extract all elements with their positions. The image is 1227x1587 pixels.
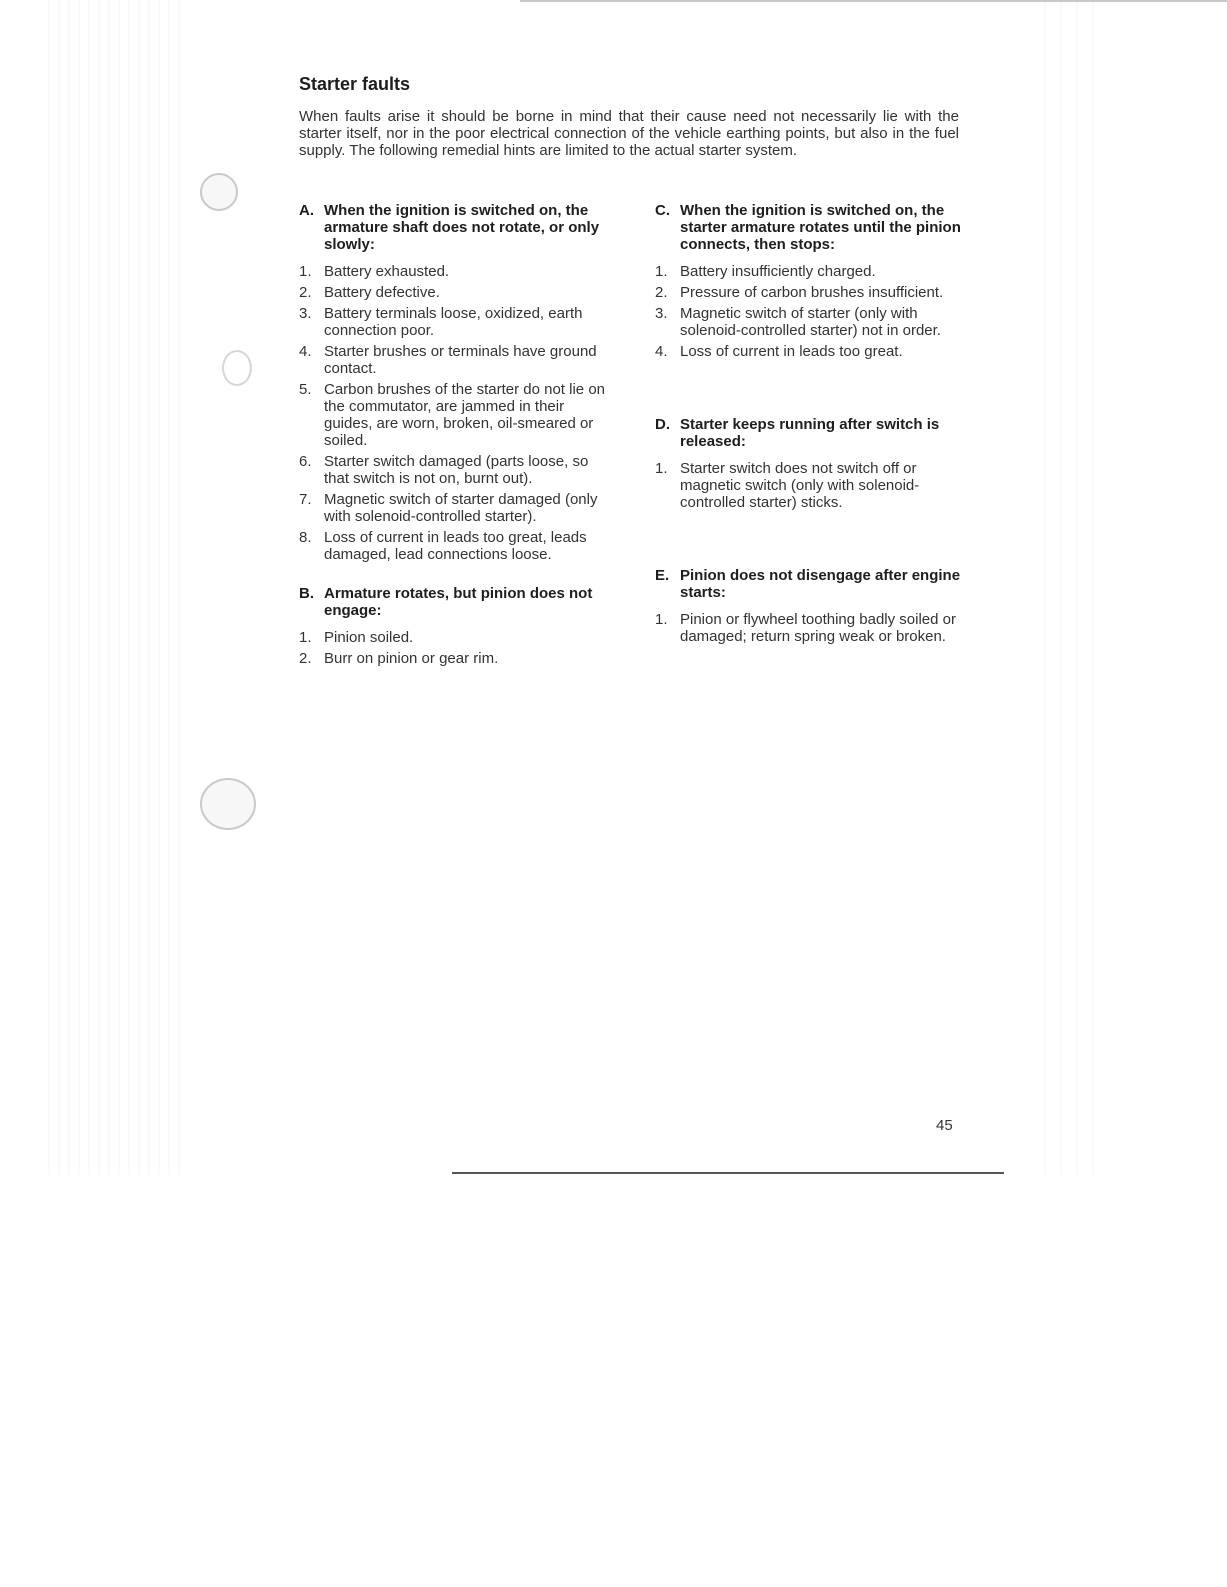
section-heading-text: Starter keeps running after switch is released: [680, 416, 940, 450]
bottom-rule [452, 1172, 1004, 1174]
item-number: 2. [299, 650, 312, 667]
section-heading-text: Pinion does not disengage after engine starts: [680, 567, 961, 601]
item-number: 1. [299, 629, 312, 646]
section-b [299, 585, 609, 667]
fault-list [655, 611, 965, 645]
item-text: Loss of current in leads too great, leads damaged, lead connections loose. [324, 529, 587, 563]
list-item [655, 343, 965, 360]
item-text: Burr on pinion or gear rim. [324, 650, 499, 667]
page-top-edge [520, 0, 1227, 2]
fault-list [299, 629, 609, 667]
section-letter: B. [299, 585, 314, 602]
item-number: 1. [655, 263, 668, 280]
list-item [299, 491, 609, 525]
section-heading [655, 202, 965, 253]
item-text: Magnetic switch of starter (only with solenoid-controlled starter) not in order. [680, 305, 941, 339]
item-number: 3. [655, 305, 668, 322]
item-text: Pinion soiled. [324, 629, 414, 646]
item-text: Magnetic switch of starter damaged (only with solenoid-controlled starter). [324, 491, 598, 525]
item-text: Carbon brushes of the starter do not lie on the commutator, are jammed in their guides, are worn, broken, oil-smeared or soiled. [324, 381, 606, 449]
item-number: 4. [655, 343, 668, 360]
item-number: 1. [299, 263, 312, 280]
item-number: 4. [299, 343, 312, 360]
punch-hole [200, 778, 256, 830]
item-number: 1. [655, 460, 668, 477]
left-column [299, 202, 609, 671]
list-item [299, 381, 609, 449]
section-heading [655, 567, 965, 601]
fault-list [299, 263, 609, 563]
item-text: Pressure of carbon brushes insufficient. [680, 284, 944, 301]
section-d [655, 416, 965, 511]
list-item [299, 284, 609, 301]
page-title: Starter faults [299, 74, 411, 94]
item-text: Starter switch damaged (parts loose, so that switch is not on, burnt out). [324, 453, 589, 487]
fault-list [655, 263, 965, 360]
list-item [655, 263, 965, 280]
section-heading-text: Armature rotates, but pinion does not engage: [324, 585, 593, 619]
section-heading-text: When the ignition is switched on, the armature shaft does not rotate, or only slowly: [324, 202, 600, 253]
section-heading [655, 416, 965, 450]
page-number: 45 [936, 1117, 953, 1134]
item-text: Battery terminals loose, oxidized, earth connection poor. [324, 305, 583, 339]
list-item [299, 453, 609, 487]
item-text: Starter brushes or terminals have ground contact. [324, 343, 597, 377]
punch-hole [200, 173, 238, 211]
item-text: Battery defective. [324, 284, 440, 301]
item-number: 5. [299, 381, 312, 398]
item-text: Starter switch does not switch off or magnetic switch (only with solenoid-controlled starter) sticks. [680, 460, 920, 511]
item-text: Pinion or flywheel toothing badly soiled or damaged; return spring weak or broken. [680, 611, 956, 645]
scan-shadow [1030, 0, 1100, 1175]
list-item [655, 611, 965, 645]
fault-list [655, 460, 965, 511]
item-number: 1. [655, 611, 668, 628]
item-number: 2. [655, 284, 668, 301]
item-number: 7. [299, 491, 312, 508]
item-text: Loss of current in leads too great. [680, 343, 903, 360]
item-number: 3. [299, 305, 312, 322]
binder-shadow [40, 0, 180, 1175]
right-column [655, 202, 965, 649]
section-heading [299, 202, 609, 253]
item-number: 8. [299, 529, 312, 546]
list-item [299, 305, 609, 339]
section-heading-text: When the ignition is switched on, the starter armature rotates until the pinion connects, then stops: [680, 202, 961, 253]
intro-paragraph: When faults arise it should be borne in mind that their cause need not necessarily lie with the starter itself, nor in the poor electrical connection of the vehicle earthing points, but also in the fuel supply. The following remedial hints are limited to the actual starter system. [299, 108, 959, 159]
item-number: 6. [299, 453, 312, 470]
section-c [655, 202, 965, 360]
section-letter: A. [299, 202, 314, 219]
list-item [655, 460, 965, 511]
list-item [299, 629, 609, 646]
item-number: 2. [299, 284, 312, 301]
list-item [655, 284, 965, 301]
list-item [299, 263, 609, 280]
list-item [299, 529, 609, 563]
section-e [655, 567, 965, 645]
item-text: Battery insufficiently charged. [680, 263, 876, 280]
list-item [655, 305, 965, 339]
section-letter: E. [655, 567, 670, 584]
list-item [299, 650, 609, 667]
item-text: Battery exhausted. [324, 263, 450, 280]
punch-hole [222, 350, 252, 386]
section-letter: D. [655, 416, 670, 433]
section-letter: C. [655, 202, 670, 219]
section-a [299, 202, 609, 563]
section-heading [299, 585, 609, 619]
list-item [299, 343, 609, 377]
